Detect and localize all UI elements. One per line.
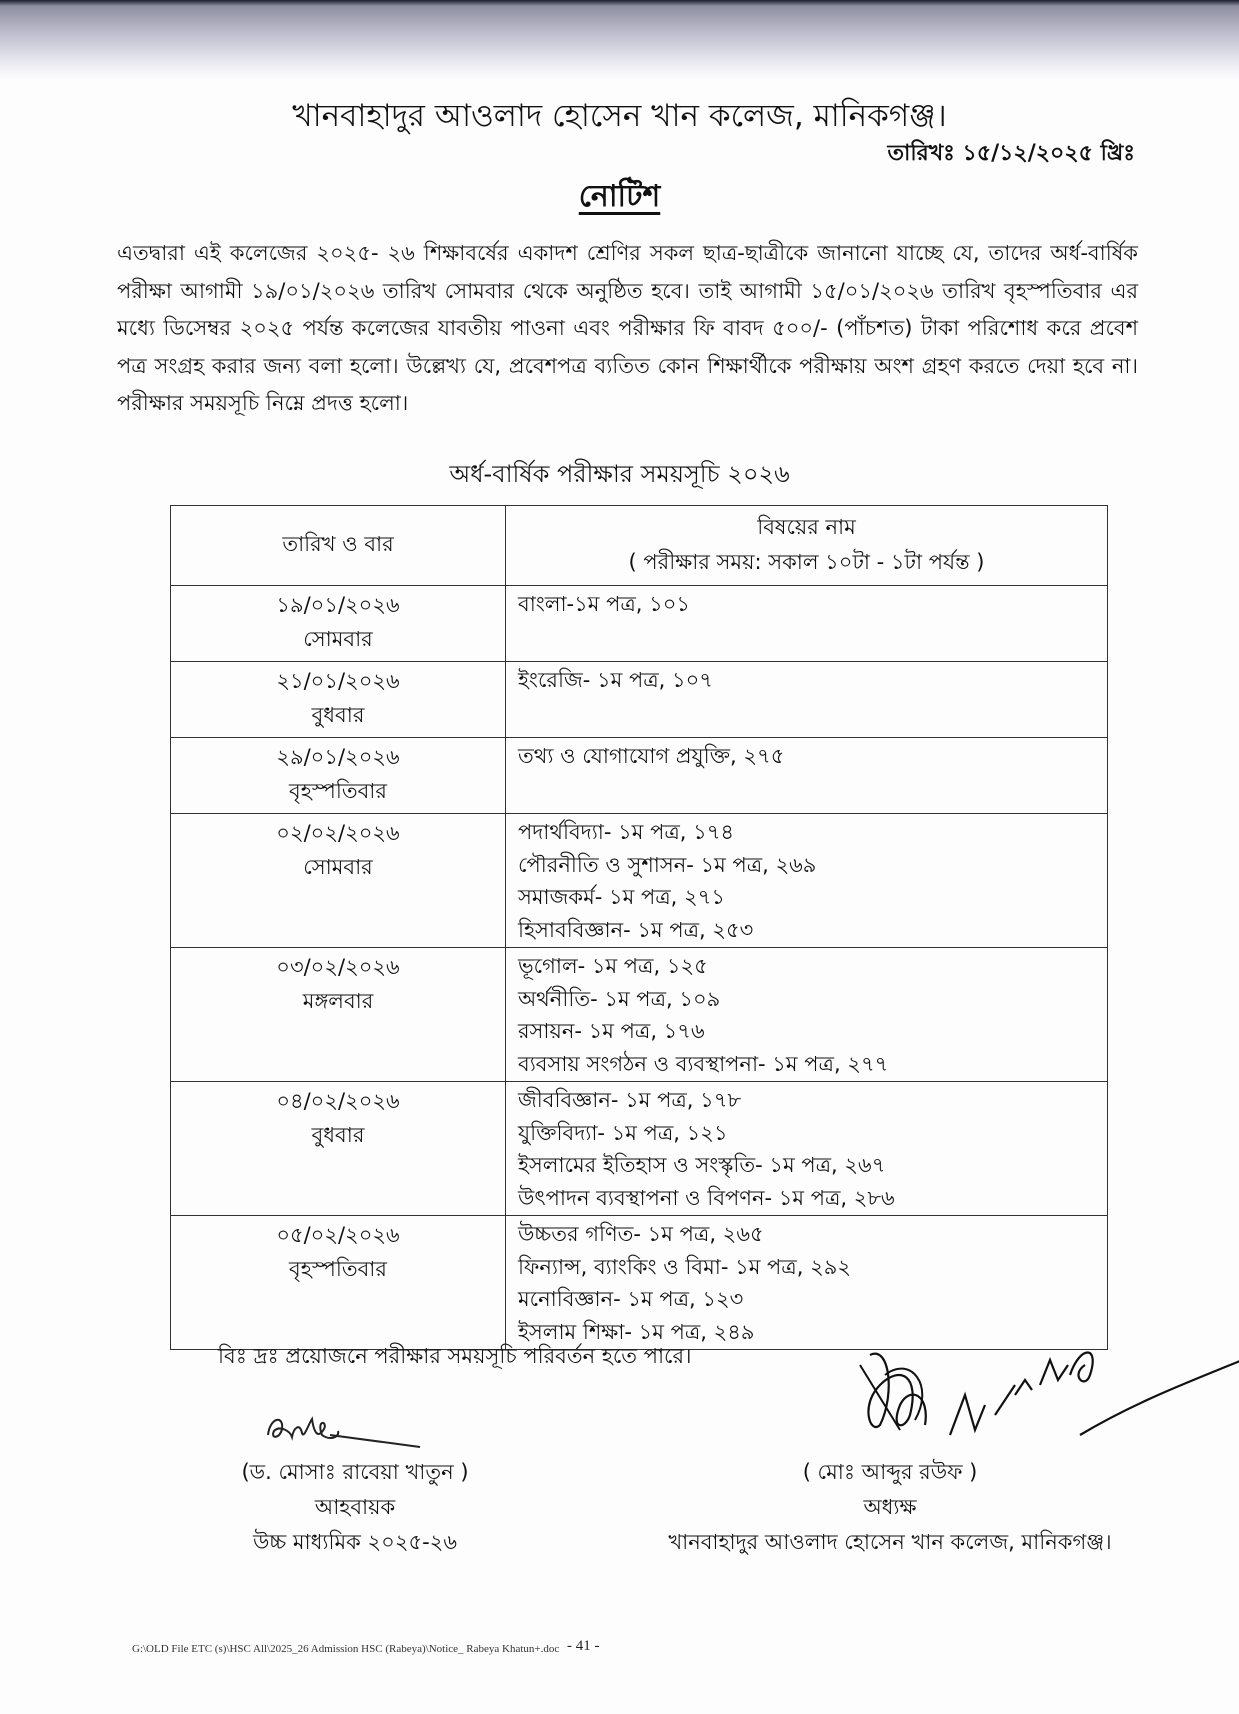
subjects-cell	[506, 1082, 1108, 1216]
subject-item: ইসলামের ইতিহাস ও সংস্কৃতি- ১ম পত্র, ২৬৭	[518, 1153, 886, 1177]
exam-day: বৃহস্পতিবার	[289, 1257, 387, 1281]
exam-day: বৃহস্পতিবার	[289, 779, 387, 803]
principal-signature-icon	[800, 1335, 1239, 1445]
convener-name: (ড. মোসাঃ রাবেয়া খাতুন )	[241, 1460, 469, 1484]
exam-day: মঙ্গলবার	[302, 989, 374, 1013]
footer-file-path: G:\OLD File ETC (s)\HSC All\2025_26 Admission HSC (Rabeya)\Notice_ Rabeya Khatun+.doc	[132, 1643, 560, 1655]
date-day-cell	[171, 948, 506, 1082]
subject-item: পদার্থবিদ্যা- ১ম পত্র, ১৭৪	[518, 820, 735, 844]
principal-role: অধ্যক্ষ	[863, 1495, 917, 1519]
notice-heading-text: নোটিশ	[578, 179, 661, 214]
exam-date: ২৯/০১/২০২৬	[276, 745, 400, 769]
subjects-cell	[506, 586, 1108, 662]
date-day-cell	[171, 586, 506, 662]
date-day-cell	[171, 1082, 506, 1216]
exam-day: সোমবার	[303, 855, 373, 879]
subject-item: উচ্চতর গণিত- ১ম পত্র, ২৬৫	[518, 1222, 764, 1246]
subject-item: তথ্য ও যোগাযোগ প্রযুক্তি, ২৭৫	[518, 744, 785, 768]
schedule-change-note: বিঃ দ্রঃ প্রয়োজনে পরীক্ষার সময়সূচি পরিবর্তন হতে পারে।	[218, 1344, 692, 1368]
subject-item: বাংলা-১ম পত্র, ১০১	[518, 592, 691, 616]
subject-item: হিসাববিজ্ঞান- ১ম পত্র, ২৫৩	[518, 917, 754, 942]
subjects-cell	[506, 738, 1108, 814]
exam-date: ১৯/০১/২০২৬	[276, 593, 400, 617]
table-row	[171, 738, 1108, 814]
table-row	[171, 814, 1108, 948]
subject-item: ব্যবসায় সংগঠন ও ব্যবস্থাপনা- ১ম পত্র, ২৭৭	[518, 1051, 889, 1076]
subject-item: ইসলাম শিক্ষা- ১ম পত্র, ২৪৯	[518, 1319, 755, 1344]
exam-date: ০৫/০২/২০২৬	[276, 1223, 400, 1247]
convener-signature-icon	[260, 1405, 430, 1455]
schedule-body	[171, 586, 1108, 1350]
footer-page-number: - 41 -	[567, 1638, 600, 1654]
table-row	[171, 586, 1108, 662]
subjects-cell	[506, 1216, 1108, 1350]
signature-block-convener	[190, 1405, 520, 1560]
header-subject-label: বিষয়ের নাম	[757, 514, 856, 539]
subject-item: জীববিজ্ঞান- ১ম পত্র, ১৭৮	[518, 1088, 742, 1112]
table-row	[171, 1082, 1108, 1216]
table-row	[171, 1216, 1108, 1350]
subject-item: অর্থনীতি- ১ম পত্র, ১০৯	[518, 986, 721, 1011]
exam-day: বুধবার	[311, 1123, 365, 1147]
subject-item: যুক্তিবিদ্যা- ১ম পত্র, ১২১	[518, 1120, 728, 1145]
table-row	[171, 948, 1108, 1082]
subject-item: রসায়ন- ১ম পত্র, ১৭৬	[518, 1019, 705, 1043]
exam-day: সোমবার	[303, 627, 373, 651]
notice-heading	[0, 172, 1239, 223]
exam-date: ২১/০১/২০২৬	[276, 669, 400, 693]
header-subject	[506, 506, 1108, 586]
date-day-cell	[171, 1216, 506, 1350]
date-day-cell	[171, 738, 506, 814]
principal-name: ( মোঃ আব্দুর রউফ )	[802, 1460, 978, 1484]
subject-item: মনোবিজ্ঞান- ১ম পত্র, ১২৩	[518, 1287, 744, 1311]
header-subject-time-note: ( পরীক্ষার সময়: সকাল ১০টা - ১টা পর্যন্ত )	[628, 549, 985, 574]
schedule-title: অর্ধ-বার্ষিক পরীক্ষার সময়সূচি ২০২৬	[449, 460, 790, 488]
notice-paragraph: এতদ্বারা এই কলেজের ২০২৫- ২৬ শিক্ষাবর্ষের একাদশ শ্রেণির সকল ছাত্র-ছাত্রীকে জানানো যাচ্ছে যে, তাদের অর্ধ-বার্ষিক পরীক্ষা আগামী ১৯/০১/২০২৬ তারিখ সোমবার থেকে অনুষ্ঠিত হবে। তাই আগামী ১৫/০১/২০২৬ তারিখ বৃহস্পতিবার এর মধ্যে ডিসেম্বর ২০২৫ পর্যন্ত কলেজের যাবতীয় পাওনা এবং পরীক্ষার ফি বাবদ ৫০০/- (পাঁচশত) টাকা পরিশোধ করে প্রবেশ পত্র সংগ্রহ করার জন্য বলা হলো। উল্লেখ্য যে, প্রবেশপত্র ব্যতিত কোন শিক্ষার্থীকে পরীক্ষায় অংশ গ্রহণ করতে দেয়া হবে না। পরীক্ষার সময়সূচি নিম্নে প্রদত্ত হলো।	[117, 241, 1138, 415]
college-title: খানবাহাদুর আওলাদ হোসেন খান কলেজ, মানিকগঞ্জ।	[292, 98, 947, 134]
subject-item: পৌরনীতি ও সুশাসন- ১ম পত্র, ২৬৯	[518, 852, 817, 877]
convener-role: আহবায়ক	[314, 1495, 396, 1519]
date-day-cell	[171, 814, 506, 948]
subjects-cell	[506, 814, 1108, 948]
notice-date: তারিখঃ ১৫/১২/২০২৫ খ্রিঃ	[887, 141, 1135, 166]
exam-date: ০২/০২/২০২৬	[276, 821, 400, 845]
exam-date: ০৩/০২/২০২৬	[276, 955, 400, 979]
subjects-cell	[506, 662, 1108, 738]
subject-item: সমাজকর্ম- ১ম পত্র, ২৭১	[518, 885, 725, 909]
date-day-cell	[171, 662, 506, 738]
table-row	[171, 662, 1108, 738]
signature-block-principal	[640, 1405, 1140, 1560]
convener-unit: উচ্চ মাধ্যমিক ২০২৫-২৬	[252, 1530, 457, 1554]
subjects-cell	[506, 948, 1108, 1082]
subject-item: উৎপাদন ব্যবস্থাপনা ও বিপণন- ১ম পত্র, ২৮৬	[518, 1185, 895, 1210]
scan-shadow-edge	[0, 0, 1239, 80]
table-header-row	[171, 506, 1108, 586]
exam-day: বুধবার	[311, 703, 365, 727]
subject-item: ফিন্যান্স, ব্যাংকিং ও বিমা- ১ম পত্র, ২৯২	[518, 1254, 852, 1279]
header-date-day: তারিখ ও বার	[171, 506, 506, 586]
exam-date: ০৪/০২/২০২৬	[276, 1089, 400, 1113]
subject-item: ইংরেজি- ১ম পত্র, ১০৭	[518, 668, 713, 692]
subject-item: ভূগোল- ১ম পত্র, ১২৫	[518, 954, 708, 978]
principal-institution: খানবাহাদুর আওলাদ হোসেন খান কলেজ, মানিকগঞ্জ।	[668, 1530, 1112, 1554]
exam-schedule-table	[170, 505, 1108, 1350]
